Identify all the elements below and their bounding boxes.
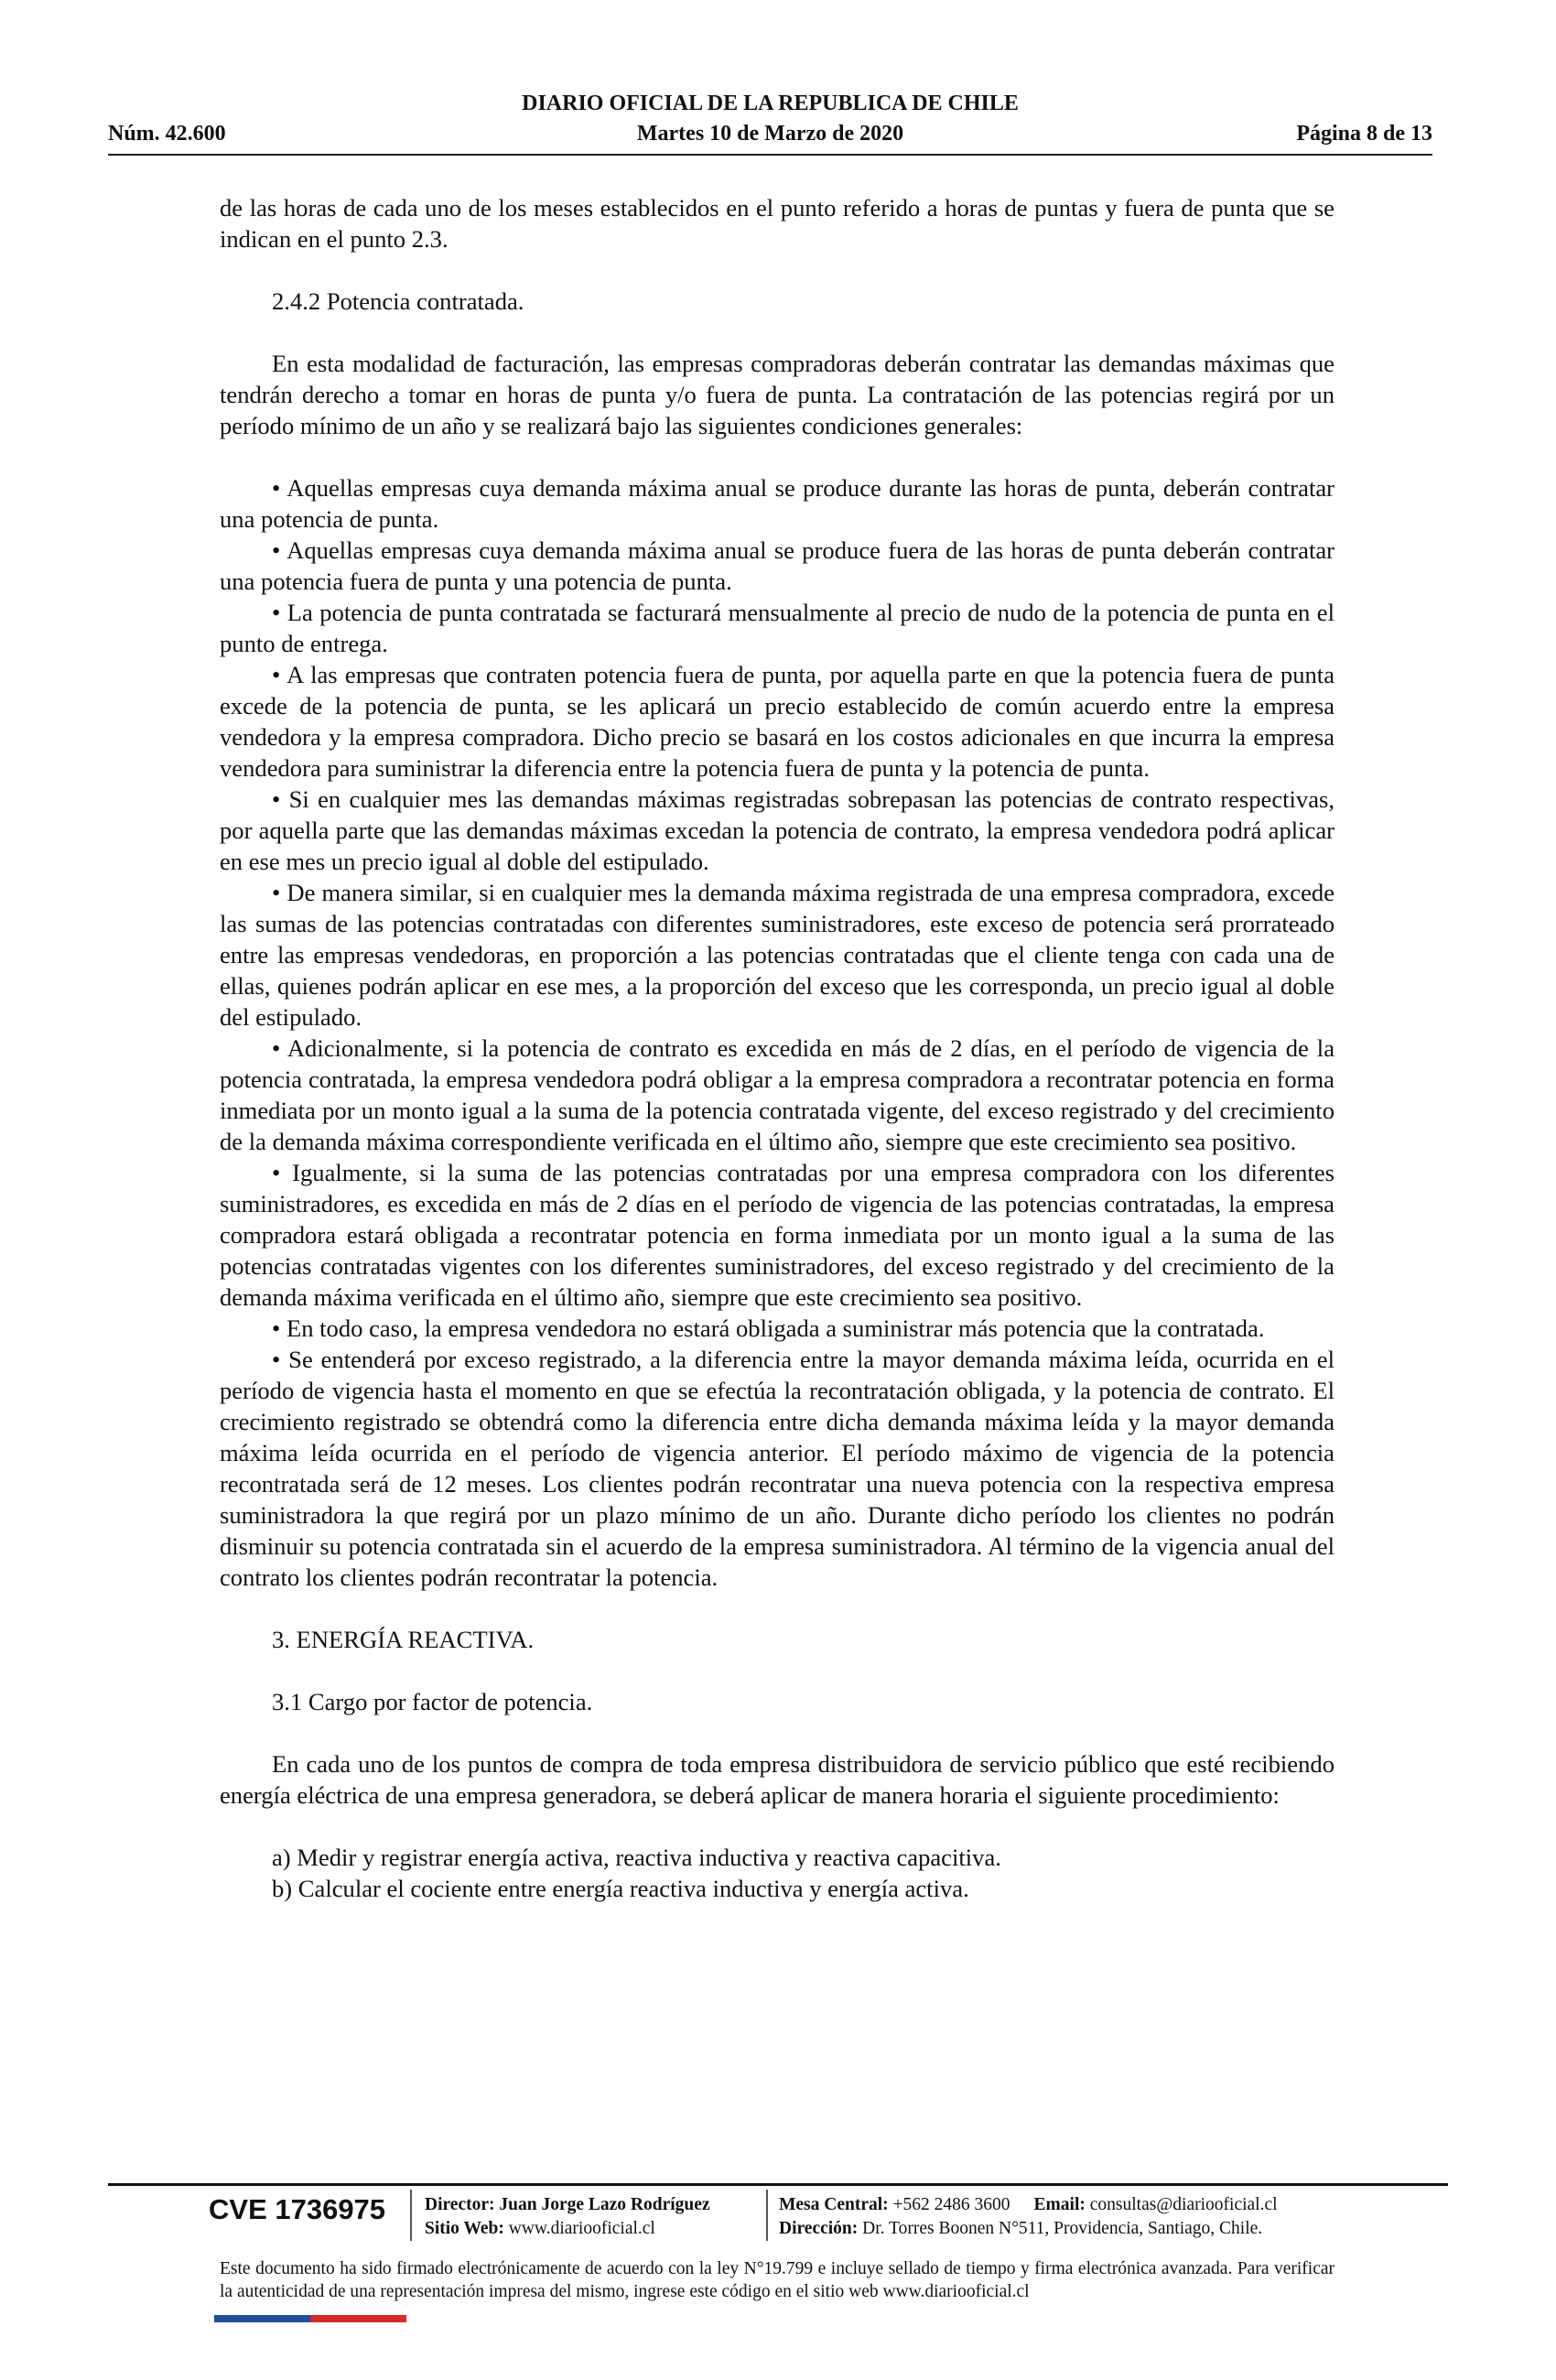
paragraph: En esta modalidad de facturación, las empresas compradoras deberán contratar las demandas máximas que tendrán derecho a tomar en horas de punta y/o fuera de punta. La contratación de las potencias regirá por un período mínimo de un año y se realizará bajo las siguientes condiciones generales:: [220, 350, 1334, 439]
website-label: Sitio Web:: [425, 2219, 504, 2238]
section-heading: 2.4.2 Potencia contratada.: [272, 287, 524, 315]
list-item: a) Medir y registrar energía activa, reactiva inductiva y reactiva capacitiva.: [272, 1844, 1001, 1871]
issue-date: Martes 10 de Marzo de 2020: [636, 122, 904, 146]
bullet-item: • Igualmente, si la suma de las potencias contratadas por una empresa compradora con los diferentes suministradores, es excedida en más de 2 días en el período de vigencia de las potencias contratadas, la empresa compradora estará obligada a recontratar potencia en forma inmediata por un monto igual a la suma de las potencias contratadas vigentes con los diferentes suministradores, del exceso registrado y del crecimiento de la demanda máxima verificada en el último año, siempre que este crecimiento sea positivo.: [220, 1159, 1334, 1311]
footer-divider: [108, 2183, 1448, 2186]
email-label: Email:: [1033, 2195, 1086, 2214]
bullet-item: • En todo caso, la empresa vendedora no estará obligada a suministrar más potencia que la contratada.: [272, 1314, 1265, 1342]
bullet-item: • Adicionalmente, si la potencia de contrato es excedida en más de 2 días, en el período de vigencia de la potencia contratada, la empresa vendedora podrá obligar a la empresa compradora a recontratar potencia en forma inmediata por un monto igual a la suma de la potencia contratada vigente, del exceso registrado y del crecimiento de la demanda máxima correspondiente verificada en el último año, siempre que este crecimiento sea positivo.: [220, 1034, 1334, 1155]
address-text: Dr. Torres Boonen N°511, Providencia, Santiago, Chile.: [862, 2219, 1263, 2238]
issue-number: Núm. 42.600: [108, 122, 226, 146]
bullet-item: • A las empresas que contraten potencia fuera de punta, por aquella parte en que la potencia fuera de punta excede de la potencia de punta, se les aplicará un precio establecido de común acuerdo entre la empresa vendedora y la empresa compradora. Dicho precio se basará en los costos adicionales en que incurra la empresa vendedora para suministrar la diferencia entre la potencia fuera de punta y la potencia de punta.: [220, 661, 1334, 782]
footer-separator: [766, 2190, 768, 2241]
paragraph: de las horas de cada uno de los meses establecidos en el punto referido a horas de puntas y fuera de punta que se indican en el punto 2.3.: [220, 194, 1334, 253]
flag-color-bar: [214, 2315, 406, 2322]
bullet-item: • La potencia de punta contratada se facturará mensualmente al precio de nudo de la potencia de punta en el punto de entrega.: [220, 599, 1334, 657]
header-divider: [108, 154, 1432, 156]
email-link[interactable]: consultas@diariooficial.cl: [1089, 2195, 1278, 2214]
address-label: Dirección:: [779, 2219, 859, 2238]
bullet-item: • De manera similar, si en cualquier mes la demanda máxima registrada de una empresa compradora, excede las sumas de las potencias contratadas con diferentes suministradores, este exceso de potencia será prorrateado entre las empresas vendedoras, en proporción a las potencias contratadas que el cliente tenga con cada una de ellas, quienes podrán aplicar en ese mes, a la proporción del exceso que les corresponda, un precio igual al doble del estipulado.: [220, 879, 1334, 1031]
legal-notice: Este documento ha sido firmado electrónicamente de acuerdo con la ley N°19.799 e incluye sellado de tiempo y firma electrónica avanzada. Para verificar la autenticidad de una representación impresa del mismo, ingrese este código en el sitio web www.diariooficial.cl: [220, 2259, 1334, 2301]
director-name: Juan Jorge Lazo Rodríguez: [499, 2195, 710, 2214]
bullet-item: • Se entenderá por exceso registrado, a la diferencia entre la mayor demanda máxima leída, ocurrida en el período de vigencia hasta el momento en que se efectúa la recontratación obligada, y la potencia de contrato. El crecimiento registrado se obtendrá como la diferencia entre dicha demanda máxima leída y la mayor demanda máxima leída ocurrida en el período de vigencia anterior. El período máximo de vigencia de la potencia recontratada será de 12 meses. Los clientes podrán recontratar una nueva potencia con la respectiva empresa suministradora la que regirá por un plazo mínimo de un año. Durante dicho período los clientes no podrán disminuir su potencia contratada sin el acuerdo de la empresa suministradora. Al término de la vigencia anual del contrato los clientes podrán recontratar la potencia.: [220, 1346, 1334, 1591]
publication-title: DIARIO OFICIAL DE LA REPUBLICA DE CHILE: [522, 92, 1019, 115]
page-number: Página 8 de 13: [1296, 122, 1432, 146]
document-body: [220, 192, 1334, 1904]
bullet-item: • Aquellas empresas cuya demanda máxima anual se produce fuera de las horas de punta deberán contratar una potencia fuera de punta y una potencia de punta.: [220, 536, 1334, 595]
list-item: b) Calcular el cociente entre energía reactiva inductiva y energía activa.: [272, 1875, 969, 1902]
website-link[interactable]: www.diariooficial.cl: [508, 2219, 655, 2238]
flag-blue-segment: [214, 2315, 310, 2322]
director-label: Director:: [425, 2195, 495, 2214]
page-header: [108, 92, 1432, 156]
section-heading: 3.1 Cargo por factor de potencia.: [272, 1688, 593, 1715]
cve-code: CVE 1736975: [209, 2193, 386, 2225]
footer-director-block: [425, 2193, 710, 2241]
phone-label: Mesa Central:: [779, 2195, 889, 2214]
footer-separator: [410, 2190, 412, 2241]
section-heading: 3. ENERGÍA REACTIVA.: [272, 1626, 535, 1653]
paragraph: En cada uno de los puntos de compra de toda empresa distribuidora de servicio público que esté recibiendo energía eléctrica de una empresa generadora, se deberá aplicar de manera horaria el siguiente procedimiento:: [220, 1750, 1334, 1809]
footer-contact-block: [779, 2193, 1278, 2241]
bullet-item: • Aquellas empresas cuya demanda máxima anual se produce durante las horas de punta, deberán contratar una potencia de punta.: [220, 474, 1334, 533]
flag-red-segment: [310, 2315, 406, 2322]
phone-number: +562 2486 3600: [892, 2195, 1010, 2214]
bullet-item: • Si en cualquier mes las demandas máximas registradas sobrepasan las potencias de contrato respectivas, por aquella parte que las demandas máximas excedan la potencia de contrato, la empresa vendedora podrá aplicar en ese mes un precio igual al doble del estipulado.: [220, 785, 1334, 875]
